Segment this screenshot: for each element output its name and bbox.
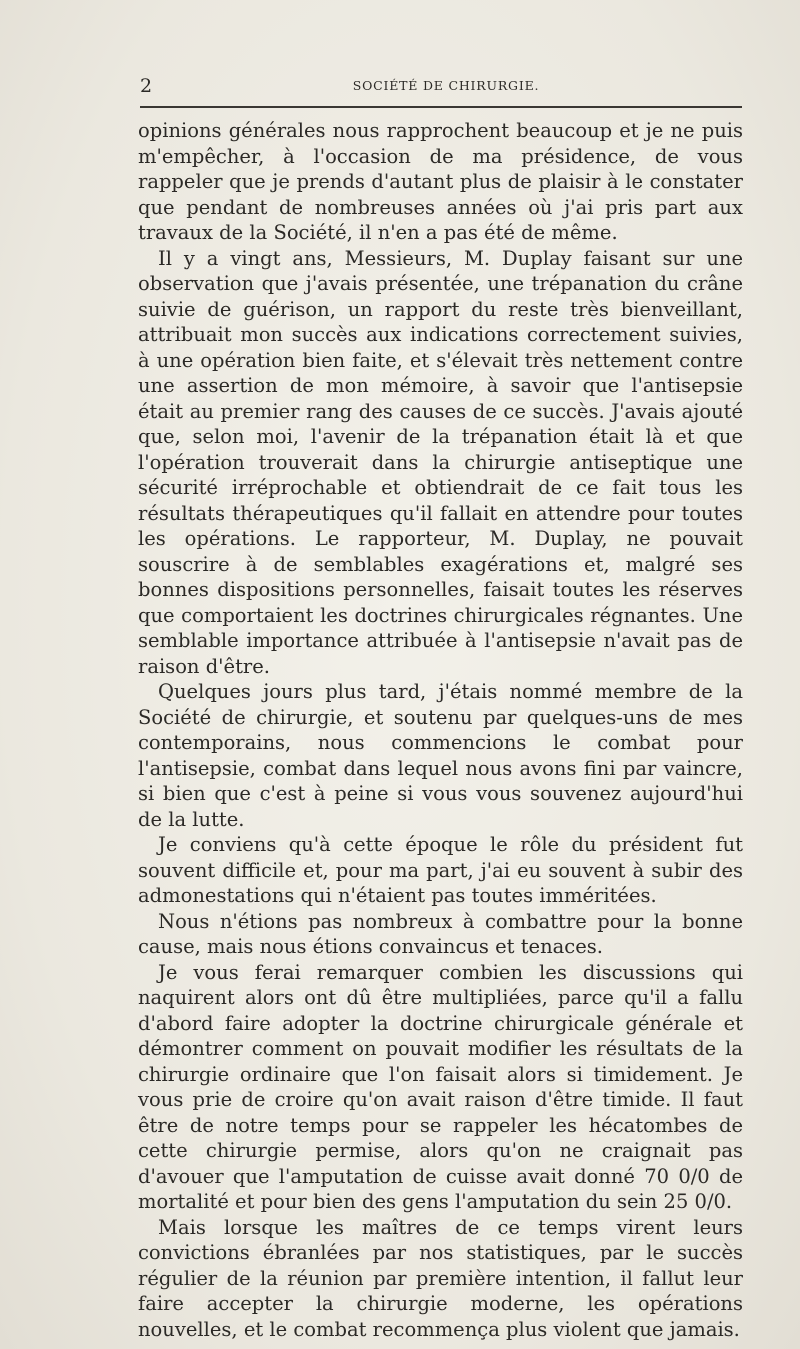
running-title: SOCIÉTÉ DE CHIRURGIE. — [352, 78, 540, 93]
page-number: 2 — [140, 75, 153, 97]
paragraph: Quelques jours plus tard, j'étais nommé membre de la Société de chirurgie, et soutenu par quelques-uns de mes contemporains, nous commencions le combat pour l'antisepsie, combat dans lequel nous avons fini par vaincre, si bien que c'est à peine si vous vous souvenez aujourd'hui de la lutte. — [138, 680, 743, 831]
paragraph: Mais lorsque les maîtres de ce temps virent leurs convictions ébranlées par nos statistiques, par le succès régulier de la réunion par première intention, il fallut leur faire accepter la chirurgie moderne, les opérations nouvelles, et le combat recommença plus violent que jamais. — [138, 1215, 743, 1341]
body-text — [138, 118, 743, 1342]
paragraph: opinions générales nous rapprochent beaucoup et je ne puis m'empêcher, à l'occasion de ma présidence, de vous rappeler que je prends d'autant plus de plaisir à le constater que pendant de nombreuses années où j'ai pris part aux travaux de la Société, il n'en a pas été de même. — [138, 119, 743, 244]
paragraph: Il y a vingt ans, Messieurs, M. Duplay faisant sur une observation que j'avais présentée, une trépanation du crâne suivie de guérison, un rapport du reste très bienveillant, attribuait mon succès aux indications correctement suivies, à une opération bien faite, et s'élevait très nettement contre une assertion de mon mémoire, à savoir que l'antisepsie était au premier rang des causes de ce succès. J'avais ajouté que, selon moi, l'avenir de la trépanation était là et que l'opération trouverait dans la chirurgie antiseptique une sécurité irréprochable et obtiendrait de ce fait tous les résultats thérapeutiques qu'il fallait en attendre pour toutes les opérations. Le rapporteur, M. Duplay, ne pouvait souscrire à de semblables exagérations et, malgré ses bonnes dispositions personnelles, faisait toutes les réserves que comportaient les doctrines chirurgicales régnantes. Une semblable importance attribuée à l'antisepsie n'avait pas de raison d'être. — [138, 246, 743, 678]
running-head — [140, 74, 742, 98]
paragraph: Nous n'étions pas nombreux à combattre pour la bonne cause, mais nous étions convaincus et tenaces. — [138, 909, 743, 958]
paragraph: Je conviens qu'à cette époque le rôle du président fut souvent difficile et, pour ma part, j'ai eu souvent à subir des admonestations qui n'étaient pas toutes imméritées. — [138, 833, 743, 907]
header-rule — [140, 106, 742, 108]
paragraph: Je vous ferai remarquer combien les discussions qui naquirent alors ont dû être multipliées, parce qu'il a fallu d'abord faire adopter la doctrine chirurgicale générale et démontrer comment on pouvait modifier les résultats de la chirurgie ordinaire que l'on faisait alors si timidement. Je vous prie de croire qu'on avait raison d'être timide. Il faut être de notre temps pour se rappeler les hécatombes de cette chirurgie permise, alors qu'on ne craignait pas d'avouer que l'amputation de cuisse avait donné 70 0/0 de mortalité et pour bien des gens l'amputation du sein 25 0/0. — [138, 960, 743, 1213]
